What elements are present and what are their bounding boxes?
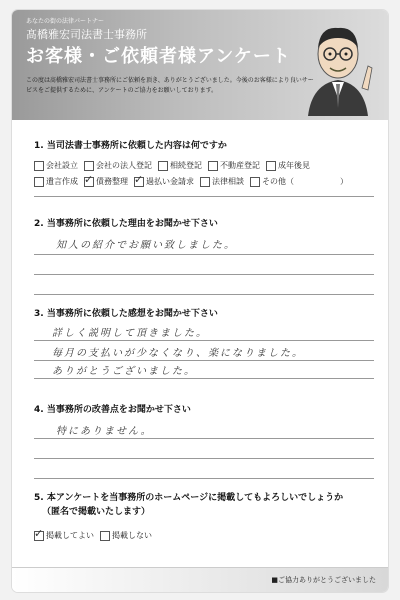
question-5-options	[34, 530, 158, 541]
option-q5opts-1[interactable]	[100, 530, 152, 541]
checkbox[interactable]	[100, 531, 110, 541]
option-label: 成年後見	[278, 161, 310, 170]
survey-sheet	[12, 10, 388, 592]
question-4-title: 4. 当事務所の改善点をお聞かせ下さい	[34, 405, 191, 415]
option-label: 会社設立	[46, 161, 78, 170]
checked-checkbox[interactable]	[134, 177, 144, 187]
option-label: 過払い金請求	[146, 177, 194, 186]
question-3-title: 3. 当事務所に依頼した感想をお聞かせ下さい	[34, 309, 218, 319]
question-1-options-row-2	[34, 176, 348, 187]
option-label: 掲載しない	[112, 531, 152, 540]
option-label: 掲載してよい	[46, 531, 94, 540]
checkbox[interactable]	[84, 161, 94, 171]
question-3-answer-line-2: 毎月の支払いが少なくなり、楽になりました。	[52, 348, 304, 359]
answer-line	[34, 294, 374, 295]
option-q1r1-2[interactable]	[158, 160, 202, 171]
answer-line	[34, 340, 374, 341]
option-q1r2-4[interactable]	[250, 176, 294, 187]
question-3-answer-line-1: 詳しく説明して頂きました。	[52, 328, 208, 339]
answer-line	[34, 254, 374, 255]
option-q1r2-3[interactable]	[200, 176, 244, 187]
checkbox[interactable]	[250, 177, 260, 187]
checkbox[interactable]	[200, 177, 210, 187]
checkbox[interactable]	[34, 161, 44, 171]
question-1-title: 1. 当司法書士事務所に依頼した内容は何ですか	[34, 141, 227, 151]
footer-thanks: ■ご協力ありがとうございました	[271, 576, 376, 584]
divider	[34, 196, 374, 197]
option-q1r2-2[interactable]	[134, 176, 194, 187]
footer-bar	[12, 567, 388, 592]
question-1-options-row-1	[34, 160, 316, 171]
question-5-subtitle: （匿名で掲載いたします）	[42, 507, 151, 517]
checkbox[interactable]	[208, 161, 218, 171]
tagline: あなたの街の法律パートナー	[26, 18, 105, 25]
answer-line	[34, 378, 374, 379]
option-label: 相続登記	[170, 161, 202, 170]
answer-line	[34, 274, 374, 275]
intro-text: この度は髙橋雅宏司法書士事務所にご依頼を頂き、ありがとうございました。今後のお客様により良いサービスをご提供するために、アンケートのご協力をお願いしております。	[26, 77, 314, 94]
option-label: 不動産登記	[220, 161, 260, 170]
option-q1r1-1[interactable]	[84, 160, 152, 171]
option-label: 会社の法人登記	[96, 161, 152, 170]
option-label: 遺言作成	[46, 177, 78, 186]
checkbox[interactable]	[266, 161, 276, 171]
option-q5opts-0[interactable]	[34, 530, 94, 541]
question-3-answer-line-3: ありがとうございました。	[52, 366, 196, 377]
answer-line	[34, 458, 374, 459]
option-label: 債務整理	[96, 177, 128, 186]
answer-line	[34, 438, 374, 439]
survey-title: お客様・ご依頼者様アンケート	[26, 46, 291, 67]
option-q1r1-4[interactable]	[266, 160, 310, 171]
question-2-answer: 知人の紹介でお願い致しました。	[56, 240, 236, 251]
question-5-title: 5. 本アンケートを当事務所のホームページに掲載してもよろしいでしょうか	[34, 493, 344, 503]
answer-line	[34, 478, 374, 479]
option-q1r2-1[interactable]	[84, 176, 128, 187]
option-label: 法律相談	[212, 177, 244, 186]
option-q1r1-0[interactable]	[34, 160, 78, 171]
answer-line	[34, 360, 374, 361]
checkbox[interactable]	[158, 161, 168, 171]
option-label: その他（	[262, 177, 294, 186]
office-name: 髙橋雅宏司法書士事務所	[26, 28, 147, 41]
header-banner	[12, 10, 388, 120]
question-2-title: 2. 当事務所に依頼した理由をお聞かせ下さい	[34, 219, 218, 229]
option-q1r2-0[interactable]	[34, 176, 78, 187]
checked-checkbox[interactable]	[34, 531, 44, 541]
checkbox[interactable]	[34, 177, 44, 187]
lawyer-portrait-illustration	[302, 18, 374, 116]
other-close-paren: ）	[340, 177, 348, 186]
question-4-answer: 特にありません。	[56, 426, 153, 437]
option-q1r1-3[interactable]	[208, 160, 260, 171]
checked-checkbox[interactable]	[84, 177, 94, 187]
